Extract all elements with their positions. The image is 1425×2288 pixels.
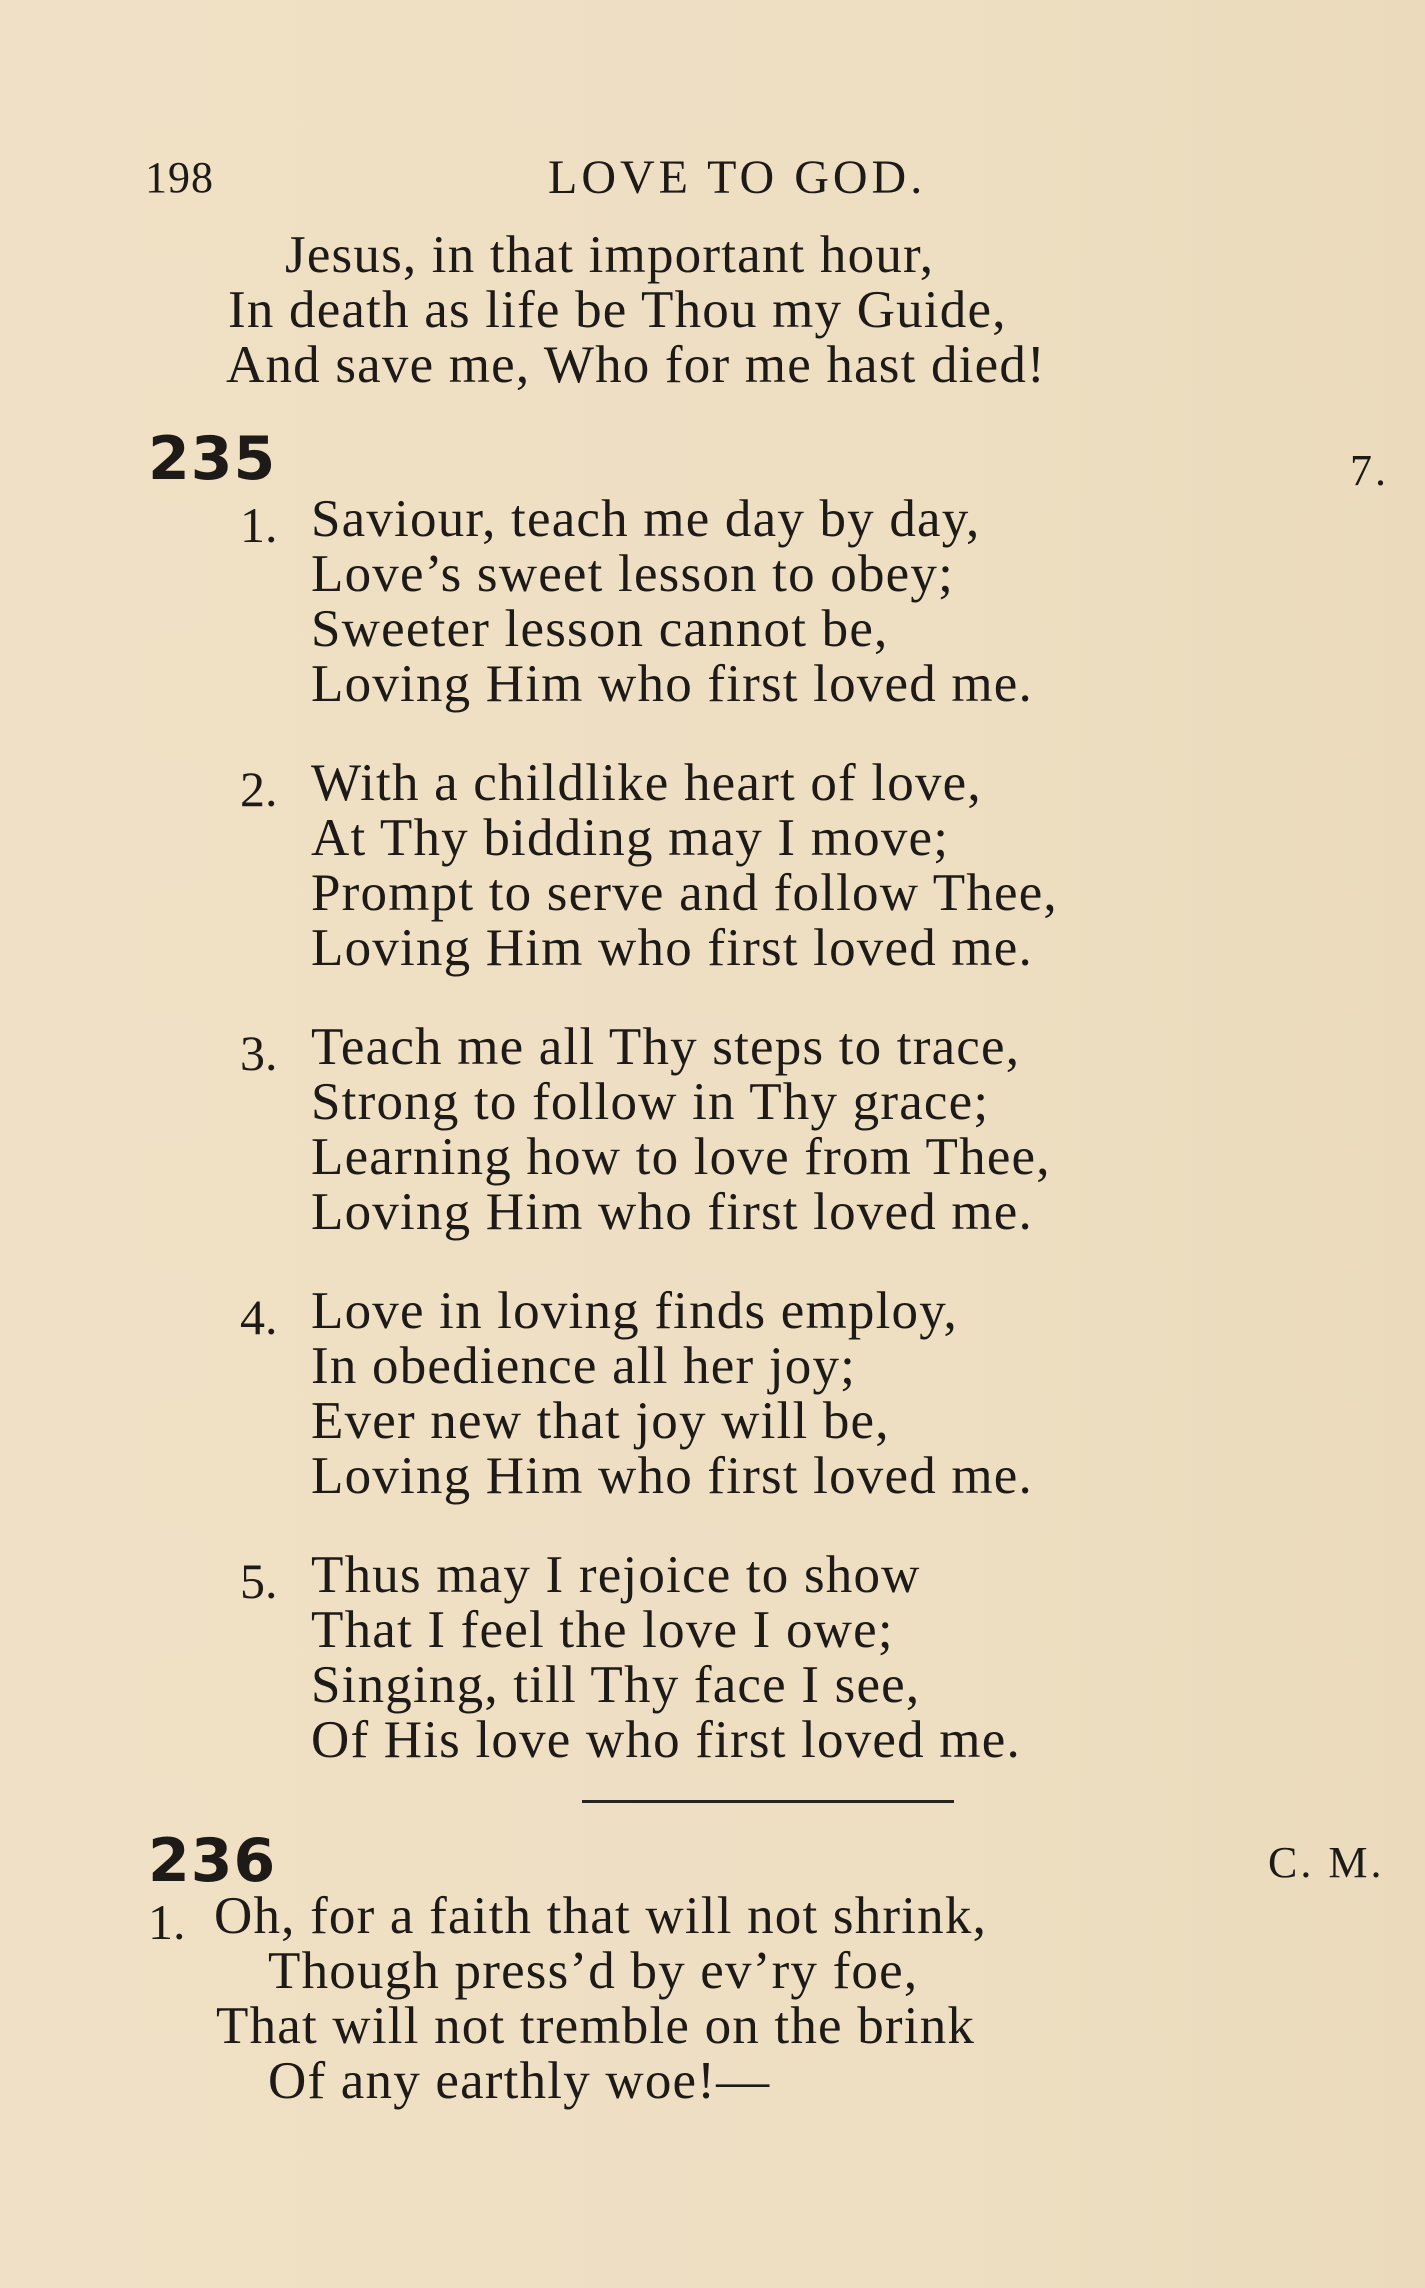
verse-number: 3. [240, 1025, 278, 1081]
verse-line: Loving Him who first loved me. [311, 655, 1033, 713]
verse-line: That I feel the love I owe; [311, 1601, 894, 1659]
page-number: 198 [145, 153, 214, 202]
verse-line: Loving Him who first loved me. [311, 919, 1033, 977]
verse-line: With a childlike heart of love, [311, 754, 982, 812]
verse-line: Though press’d by ev’ry foe, [268, 1942, 919, 2000]
prev-hymn-line-3: And save me, Who for me hast died! [226, 336, 1046, 394]
verse-line: Love in loving finds employ, [311, 1282, 958, 1340]
verse-line: Strong to follow in Thy grace; [311, 1073, 990, 1131]
verse-line: Loving Him who first loved me. [311, 1183, 1033, 1241]
verse-line: In obedience all her joy; [311, 1337, 857, 1395]
hymn-number-236: 236 [148, 1826, 277, 1896]
verse-line: Sweeter lesson cannot be, [311, 600, 889, 658]
verse-line: Learning how to love from Thee, [311, 1128, 1051, 1186]
prev-hymn-line-1: Jesus, in that important hour, [285, 226, 935, 284]
verse-line: Teach me all Thy steps to trace, [311, 1018, 1021, 1076]
verse-number: 1. [240, 497, 278, 553]
verse-line: Of any earthly woe!— [268, 2052, 771, 2110]
verse-line: Of His love who first loved me. [311, 1711, 1021, 1769]
verse-line: At Thy bidding may I move; [311, 809, 950, 867]
verse-number: 2. [240, 761, 278, 817]
hymn-235-meter: 7. [1350, 446, 1389, 495]
verse-line: Prompt to serve and follow Thee, [311, 864, 1058, 922]
hymn-236-meter: C. M. [1268, 1838, 1385, 1887]
prev-hymn-line-2: In death as life be Thou my Guide, [228, 281, 1007, 339]
verse-number: 5. [240, 1553, 278, 1609]
verse-line: Oh, for a faith that will not shrink, [214, 1887, 988, 1945]
section-title: LOVE TO GOD. [548, 151, 927, 204]
verse-line: Singing, till Thy face I see, [311, 1656, 921, 1714]
hymn-number-235: 235 [148, 424, 277, 494]
verse-line: Ever new that joy will be, [311, 1392, 890, 1450]
verse-number: 4. [240, 1289, 278, 1345]
verse-number: 1. [148, 1894, 186, 1950]
verse-line: Loving Him who first loved me. [311, 1447, 1033, 1505]
verse-line: Love’s sweet lesson to obey; [311, 545, 954, 603]
verse-line: Saviour, teach me day by day, [311, 490, 981, 548]
verse-line: That will not tremble on the brink [216, 1997, 976, 2055]
verse-line: Thus may I rejoice to show [311, 1546, 921, 1604]
hymn-divider [582, 1800, 954, 1803]
